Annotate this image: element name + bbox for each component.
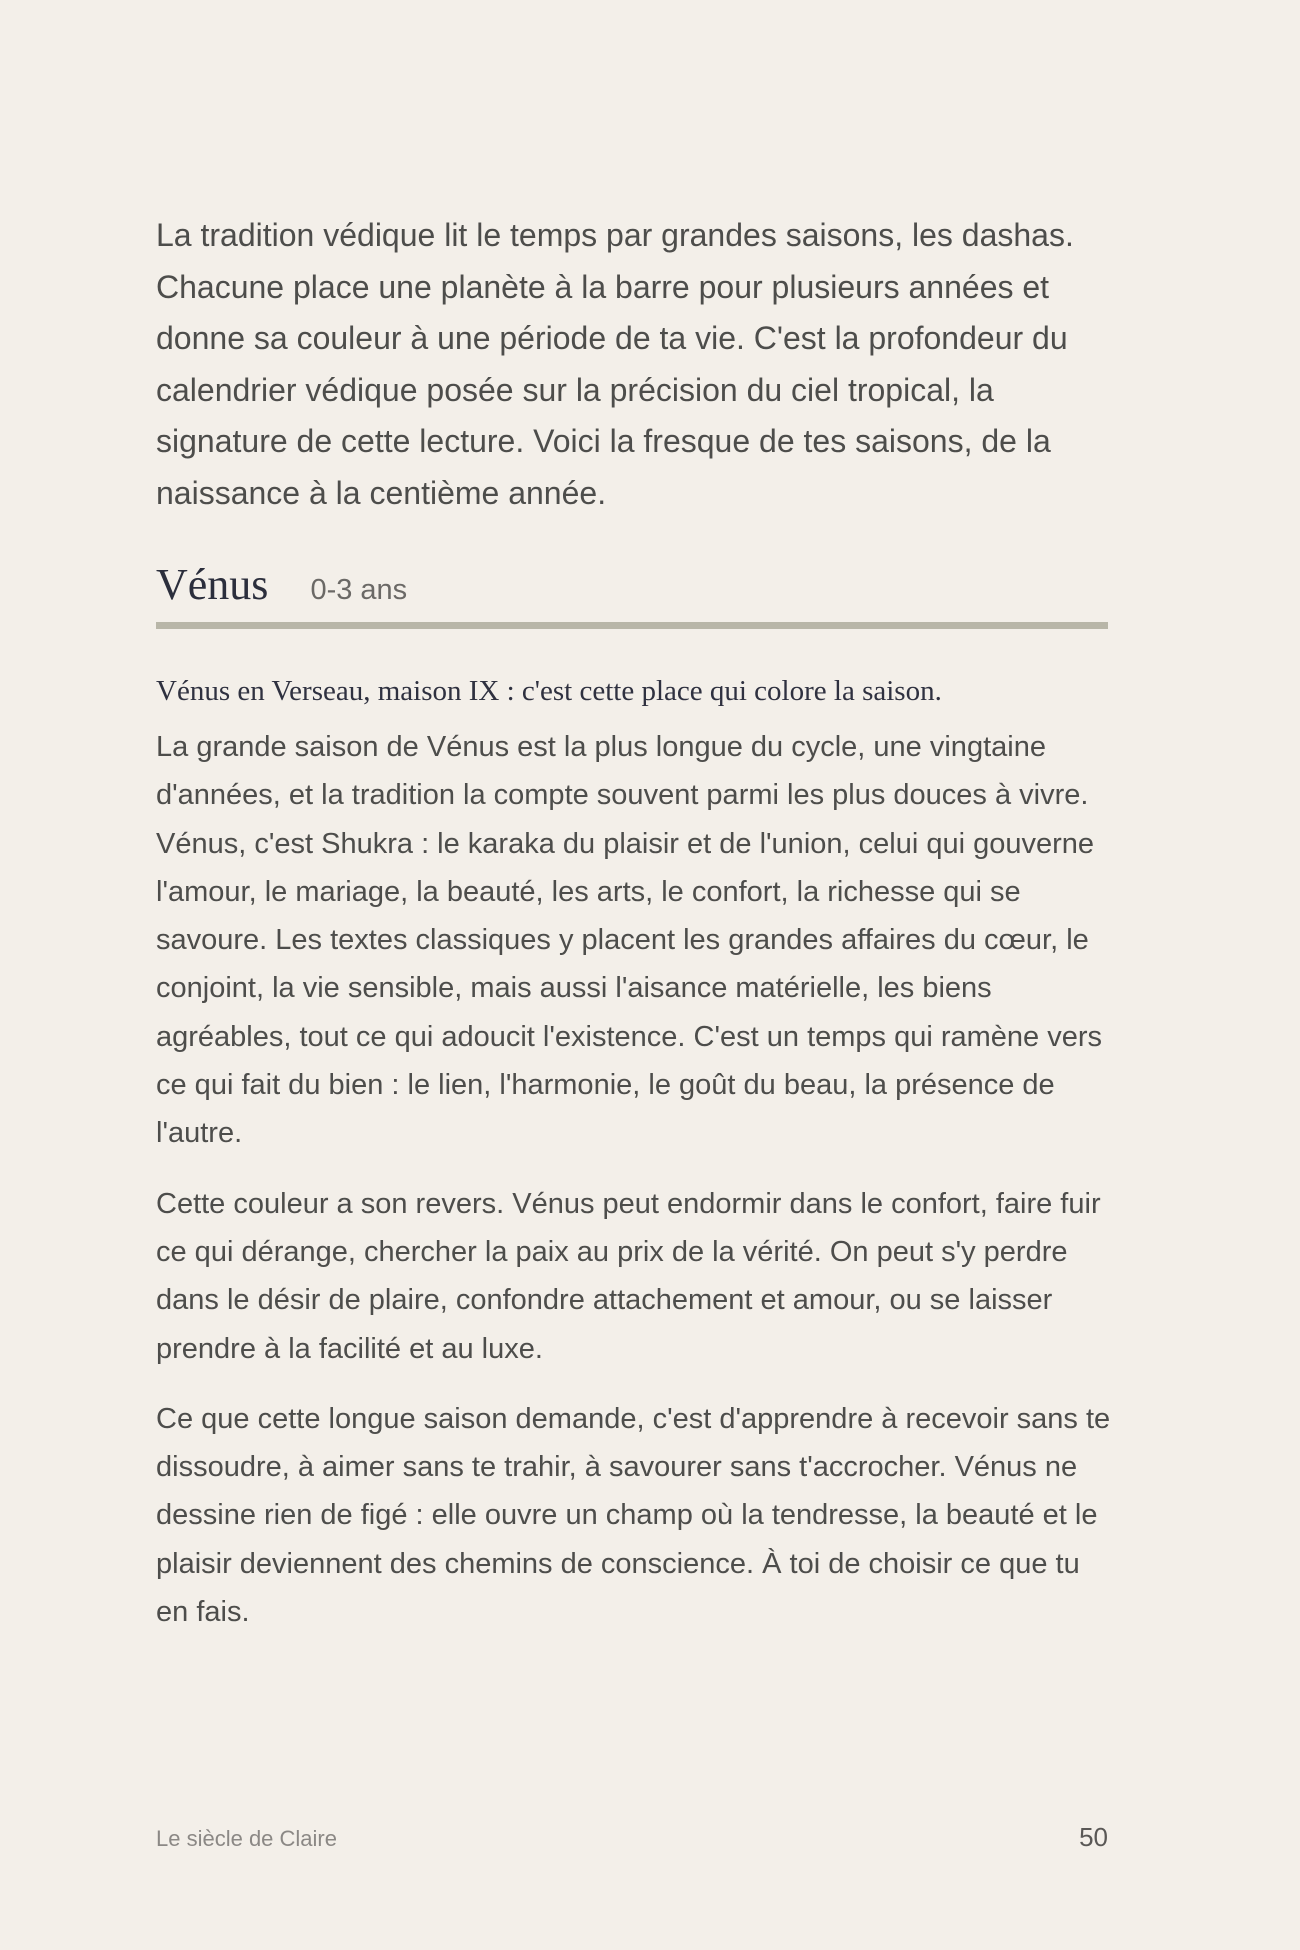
footer-book-title: Le siècle de Claire xyxy=(156,1826,337,1851)
page-content xyxy=(156,210,1111,1636)
section-header xyxy=(156,559,1108,629)
intro-paragraph: La tradition védique lit le temps par grandes saisons, les dashas. Chacune place une planète à la barre pour plusieurs années et donne sa couleur à une période de ta vie. C'est la profondeur du calendrier védique posée sur la précision du ciel tropical, la signature de cette lecture. Voici la fresque de tes saisons, de la naissance à la centième année. xyxy=(156,217,1074,511)
body-paragraph: La grande saison de Vénus est la plus longue du cycle, une vingtaine d'années, et la tradition la compte souvent parmi les plus douces à vivre. Vénus, c'est Shukra : le karaka du plaisir et de l'union, celui qui gouverne l'amour, le mariage, la beauté, les arts, le confort, la richesse qui se savoure. Les textes classiques y placent les grandes affaires du cœur, le conjoint, la vie sensible, mais aussi l'aisance matérielle, les biens agréables, tout ce qui adoucit l'existence. C'est un temps qui ramène vers ce qui fait du bien : le lien, l'harmonie, le goût du beau, la présence de l'autre. xyxy=(156,731,1103,1150)
section-age-range: 0-3 ans xyxy=(310,574,408,606)
section-subtitle: Vénus en Verseau, maison IX : c'est cette place qui colore la saison. xyxy=(156,675,942,707)
body-paragraph: Ce que cette longue saison demande, c'est d'apprendre à recevoir sans te dissoudre, à aimer sans te trahir, à savourer sans t'accrocher. Vénus ne dessine rien de figé : elle ouvre un champ où la tendresse, la beauté et le plaisir deviennent des chemins de conscience. À toi de choisir ce que tu en fais. xyxy=(156,1402,1111,1629)
footer-page-number: 50 xyxy=(1079,1822,1108,1852)
body-paragraph: Cette couleur a son revers. Vénus peut endormir dans le confort, faire fuir ce qui dérange, chercher la paix au prix de la vérité. On peut s'y perdre dans le désir de plaire, confondre attachement et amour, ou se laisser prendre à la facilité et au luxe. xyxy=(156,1187,1101,1365)
section-title: Vénus xyxy=(156,560,269,609)
